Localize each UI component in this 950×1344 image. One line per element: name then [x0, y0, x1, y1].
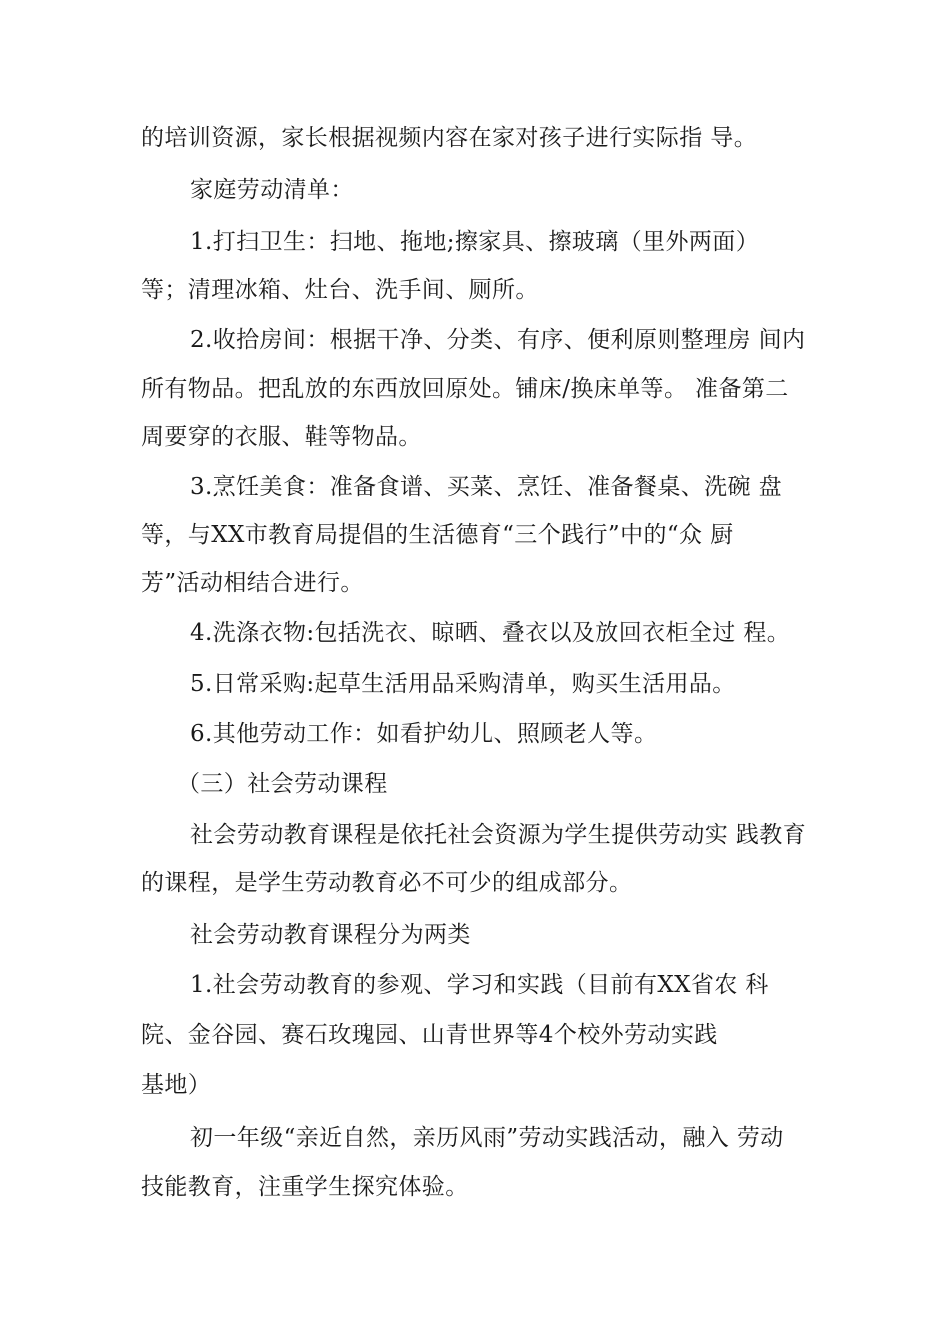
list-item-6: 6.其他劳动工作：如看护幼儿、照顾老人等。: [190, 721, 658, 747]
list-item-1-line-1: 1.打扫卫生：扫地、拖地;擦家具、擦玻璃（里外两面）: [190, 229, 760, 255]
list-item-1-line-2: 等；清理冰箱、灶台、洗手间、厕所。: [141, 277, 539, 303]
paragraph-line: 初一年级“亲近自然，亲历风雨”劳动实践活动，融入 劳动: [190, 1125, 784, 1151]
paragraph-line: 技能教育，注重学生探究体验。: [141, 1174, 469, 1200]
list-item-2-line-3: 周要穿的衣服、鞋等物品。: [141, 424, 422, 450]
list-item-1-line-3: 基地）: [141, 1072, 212, 1098]
list-item-2-line-2: 所有物品。把乱放的东西放回原处。铺床/换床单等。 准备第二: [141, 376, 789, 402]
list-item-3-line-2: 等，与XX市教育局提倡的生活德育“三个践行”中的“众 厨: [141, 522, 734, 548]
list-item-3-line-3: 芳”活动相结合进行。: [141, 570, 364, 596]
section-heading-household-labor-list: 家庭劳动清单：: [190, 177, 354, 203]
paragraph-line: 社会劳动教育课程分为两类: [190, 922, 471, 948]
list-item-1-line-1: 1.社会劳动教育的参观、学习和实践（目前有XX省农 科: [190, 972, 769, 998]
list-item-4: 4.洗涤衣物:包括洗衣、晾晒、叠衣以及放回衣柜全过 程。: [190, 620, 791, 646]
list-item-2-line-1: 2.收拾房间：根据干净、分类、有序、便利原则整理房 间内: [190, 327, 806, 353]
paragraph-line: 的课程，是学生劳动教育必不可少的组成部分。: [141, 870, 633, 896]
paragraph-line: 的培训资源，家长根据视频内容在家对孩子进行实际指 导。: [141, 125, 758, 151]
list-item-3-line-1: 3.烹饪美食：准备食谱、买菜、烹饪、准备餐桌、洗碗 盘: [190, 474, 783, 500]
list-item-5: 5.日常采购:起草生活用品采购清单，购买生活用品。: [190, 671, 736, 697]
paragraph-line: 社会劳动教育课程是依托社会资源为学生提供劳动实 践教育: [190, 822, 807, 848]
section-heading-social-labor-course: （三）社会劳动课程: [177, 771, 388, 797]
list-item-1-line-2: 院、金谷园、赛石玫瑰园、山青世界等4个校外劳动实践: [141, 1022, 718, 1048]
